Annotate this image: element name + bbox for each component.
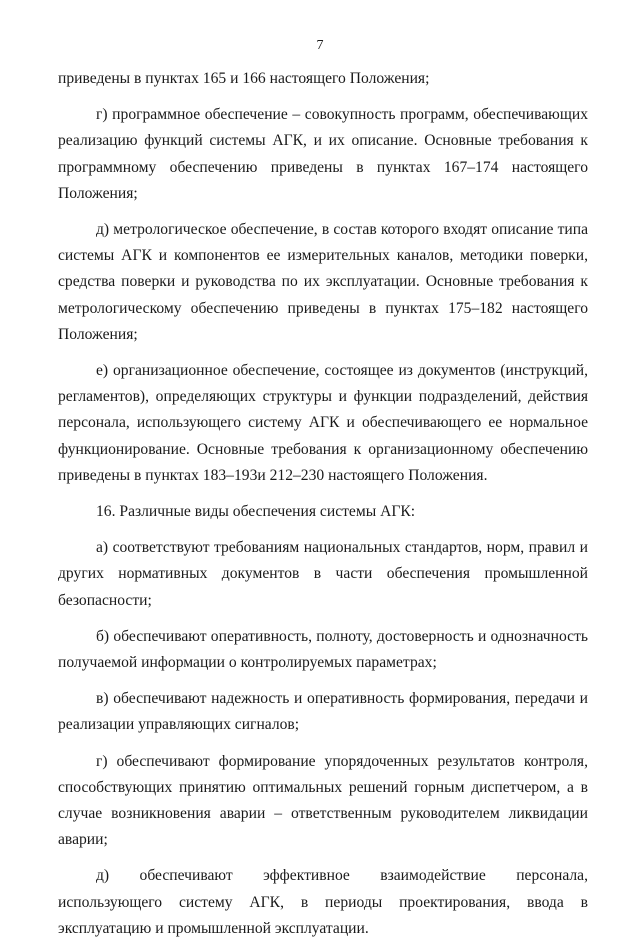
paragraph-item-g: г) обеспечивают формирование упорядоченных результатов контроля, способствующих принятию оптимальных решений горным диспетчером, а в случае возникновения аварии – ответственным руководителем ликвидации аварии; (58, 752, 588, 849)
document-body (58, 66, 588, 942)
paragraph-organizational-support: е) организационное обеспечение, состоящее из документов (инструкций, регламентов), определяющих структуры и функции подразделений, действия персонала, использующего систему АГК и обеспечивающего ее нормальное функционирование. Основные требования к организационному обеспечению приведены в пунктах 183–193и 212–230 настоящего Положения. (58, 362, 588, 484)
paragraph-metrological-support: д) метрологическое обеспечение, в состав которого входят описание типа системы АГК и компонентов ее измерительных каналов, методики поверки, средства поверки и руководства по их эксплуатации. Основные требования к метрологическому обеспечению приведены в пунктах 175–182 настоящего Положения; (58, 221, 588, 343)
paragraph-section-16-heading: 16. Различные виды обеспечения системы АГК: (96, 503, 416, 521)
paragraph-item-b: б) обеспечивают оперативность, полноту, достоверность и однозначность получаемой информации о контролируемых параметрах; (58, 627, 588, 672)
paragraph-item-v: в) обеспечивают надежность и оперативность формирования, передачи и реализации управляющих сигналов; (58, 690, 588, 734)
paragraph-item-d: д) обеспечивают эффективное взаимодействие персонала, использующего систему АГК, в периоды проектирования, ввода в эксплуатацию и промышленной эксплуатации. (58, 867, 588, 937)
paragraph-item-a: а) соответствуют требованиям национальных стандартов, норм, правил и других нормативных документов в части обеспечения промышленной безопасности; (58, 539, 588, 609)
paragraph-software-support: г) программное обеспечение – совокупность программ, обеспечивающих реализацию функций системы АГК, и их описание. Основные требования к программному обеспечению приведены в пунктах 167–174 настоящего Положения; (58, 106, 588, 202)
paragraph-continuation: приведены в пунктах 165 и 166 настоящего Положения; (58, 70, 430, 87)
page-number: 7 (316, 38, 324, 53)
